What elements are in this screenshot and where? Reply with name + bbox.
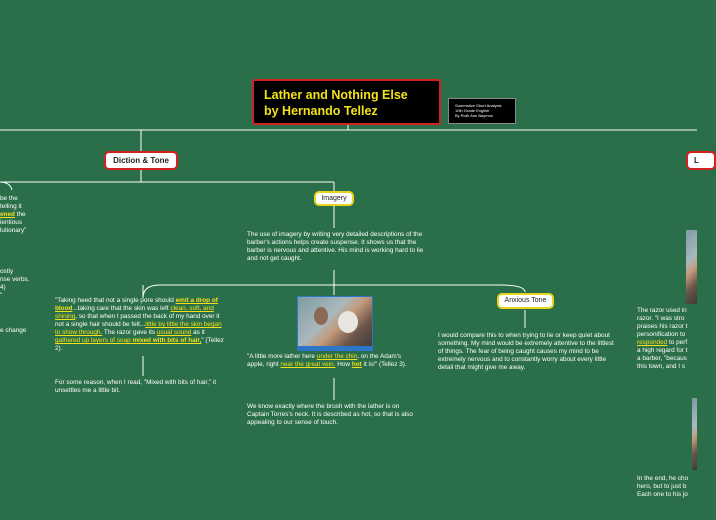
title-line-2: by Hernando Tellez bbox=[264, 104, 378, 118]
right-partial-text-1: The razor used in razor. "I was stro praises his razor t personification to responded to perf a high regard for t a barber, "becaus this town, and I s bbox=[637, 307, 688, 370]
title-box bbox=[252, 79, 441, 125]
quote-2-note: We know exactly where the brush with the lather is on Captain Torres's neck. It is described as hot, so that is also appealing to our sense of touch. bbox=[247, 403, 413, 426]
subtitle-box bbox=[448, 98, 516, 124]
quote-2: "A little more lather here under the chin, on the Adam's apple, right near the great vein. How hot it is!" (Tellez 3). bbox=[247, 353, 407, 368]
right-partial-image-1 bbox=[686, 230, 697, 304]
quote-1-note: For some reason, when I read, "Mixed with bits of hair," it unsettles me a little bit. bbox=[55, 379, 217, 394]
imagery-description: The use of imagery by writing very detailed descriptions of the barber's actions helps create suspense. It shows us that the barber is nervous and attentive. His mind is working hard to lie and not get caught. bbox=[247, 231, 424, 262]
quote-1: "Taking heed that not a single pore should emit a drop of blood...taking care that the skin was left clean, soft, and shining, so that when I passed the back of my hand over it not a single hair should be felt...little by little the skin began to show through. The razor gave its usual sound as it gathered up layers of soap mixed with bits of hair," (Tellez 2). bbox=[55, 297, 224, 352]
anxious-description: I would compare this to when trying to lie or keep quiet about something. My mind would be extremely attentive to the littlest of things. The fear of being caught causes my mind to be extremely nervous and to constantly worry about every little detail that might give me away. bbox=[438, 332, 614, 371]
barber-head-icon bbox=[314, 307, 328, 325]
node-diction-tone[interactable]: Diction & Tone bbox=[104, 151, 178, 170]
subtitle-line-1: Summative Short Analysis bbox=[455, 103, 502, 108]
subtitle-line-2: 10th Grade English bbox=[455, 108, 490, 113]
left-partial-text-3: e change bbox=[0, 327, 27, 334]
node-imagery[interactable]: Imagery bbox=[314, 191, 354, 206]
right-partial-text-2: In the end, he cho hero, but to just b Each one to his jo bbox=[637, 475, 689, 498]
left-partial-text-1: be the telling it ened the ientious lutionary" bbox=[0, 195, 27, 234]
title-line-1: Lather and Nothing Else bbox=[264, 88, 408, 102]
left-partial-text-2: ostly nse verbs. 4) " bbox=[0, 268, 30, 299]
right-partial-image-2 bbox=[692, 398, 697, 470]
subtitle-line-3: By Ruth Ann Baymon bbox=[455, 113, 494, 118]
lather-face-icon bbox=[338, 311, 358, 333]
barber-shaving-photo bbox=[297, 296, 373, 351]
node-anxious-tone[interactable]: Anxious Tone bbox=[497, 293, 554, 309]
node-right-partial[interactable]: L bbox=[686, 151, 716, 170]
